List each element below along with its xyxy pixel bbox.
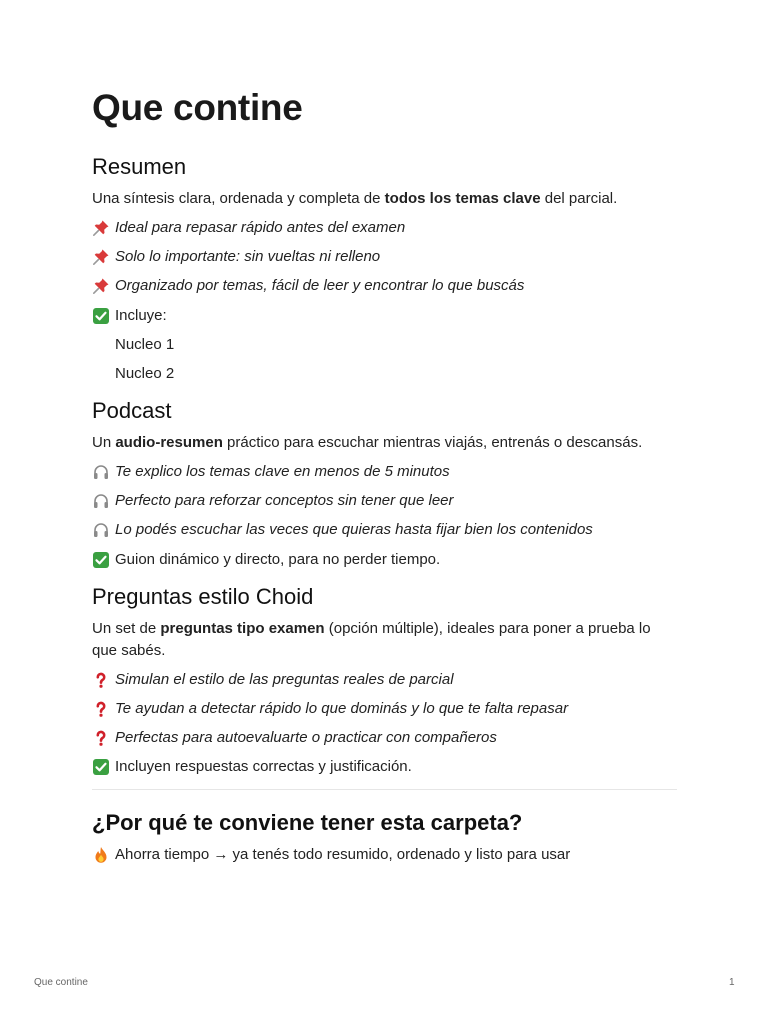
preguntas-intro	[92, 618, 677, 662]
list-item-text: Ahorra tiempo → ya tenés todo resumido, ordenado y listo para usar	[115, 846, 571, 864]
section-heading-preguntas: Preguntas estilo Choid	[92, 583, 314, 609]
list-item	[92, 275, 677, 297]
headphones-icon	[92, 463, 110, 481]
list-item-text: Lo podés escuchar las veces que quieras hasta fijar bien los contenidos	[115, 521, 593, 539]
list-item	[92, 727, 677, 749]
question-mark-icon	[92, 729, 110, 747]
section-heading-podcast: Podcast	[92, 397, 172, 423]
list-item-text: Te ayudan a detectar rápido lo que dominás y lo que te falta repasar	[115, 699, 569, 717]
list-item	[92, 698, 677, 720]
list-item	[92, 461, 677, 483]
list-item-text: Incluye:	[115, 306, 167, 324]
intro-text-end: del parcial.	[540, 190, 618, 207]
list-item	[92, 217, 677, 239]
intro-text-end: práctico para escuchar mientras viajás, entrenás o descansás.	[222, 433, 643, 451]
check-mark-icon	[92, 307, 110, 325]
question-mark-icon	[92, 671, 110, 689]
headphones-icon	[92, 521, 110, 539]
list-item	[92, 305, 677, 327]
fire-icon	[92, 846, 110, 864]
intro-text-end: (opción múltiple), ideales para poner a prueba lo que sabés.	[92, 619, 651, 659]
list-item	[92, 519, 677, 541]
section-divider	[92, 789, 677, 790]
podcast-intro	[92, 432, 677, 454]
section-podcast	[92, 396, 677, 571]
document-page	[92, 84, 677, 877]
pushpin-icon	[92, 248, 110, 266]
list-item-text: Incluyen respuestas correctas y justificación.	[115, 758, 412, 776]
footer-document-title: Que contine	[34, 977, 88, 988]
page-title: Que contine	[92, 87, 303, 128]
intro-bold-text: audio-resumen	[115, 433, 223, 451]
question-mark-icon	[92, 700, 110, 718]
list-item	[92, 549, 677, 571]
list-item	[92, 490, 677, 512]
pushpin-icon	[92, 219, 110, 237]
section-preguntas	[92, 582, 677, 779]
intro-bold-text: preguntas tipo examen	[160, 619, 325, 637]
resumen-intro	[92, 188, 677, 210]
section-heading-por-que: ¿Por qué te conviene tener esta carpeta?	[92, 810, 523, 836]
list-item-text: Perfecto para reforzar conceptos sin tener que leer	[115, 492, 454, 510]
list-item-text: Ideal para repasar rápido antes del examen	[115, 219, 406, 236]
section-por-que	[92, 808, 677, 866]
intro-text: Un set de	[92, 619, 161, 637]
list-item	[92, 669, 677, 691]
footer-page-number: 1	[729, 977, 735, 988]
intro-bold-text: todos los temas clave	[384, 190, 541, 207]
list-item-text: Solo lo importante: sin vueltas ni relleno	[115, 248, 381, 266]
list-item	[92, 246, 677, 268]
check-mark-icon	[92, 758, 110, 776]
list-item-text: Te explico los temas clave en menos de 5 minutos	[115, 462, 450, 480]
list-item-text: Perfectas para autoevaluarte o practicar con compañeros	[115, 728, 497, 746]
list-item-text: Guion dinámico y directo, para no perder tiempo.	[115, 550, 441, 568]
sub-list-item: Nucleo 1	[115, 335, 175, 353]
headphones-icon	[92, 492, 110, 510]
list-item	[92, 844, 677, 866]
list-item	[92, 756, 677, 778]
intro-text: Una síntesis clara, ordenada y completa de	[92, 190, 385, 207]
check-mark-icon	[92, 551, 110, 569]
intro-text: Un	[92, 433, 116, 451]
section-heading-resumen: Resumen	[92, 154, 187, 179]
list-item-text: Organizado por temas, fácil de leer y encontrar lo que buscás	[115, 277, 525, 295]
section-resumen	[92, 152, 677, 385]
sub-list-item: Nucleo 2	[115, 364, 175, 382]
pushpin-icon	[92, 277, 110, 295]
list-item-text: Simulan el estilo de las preguntas reales de parcial	[115, 670, 454, 688]
